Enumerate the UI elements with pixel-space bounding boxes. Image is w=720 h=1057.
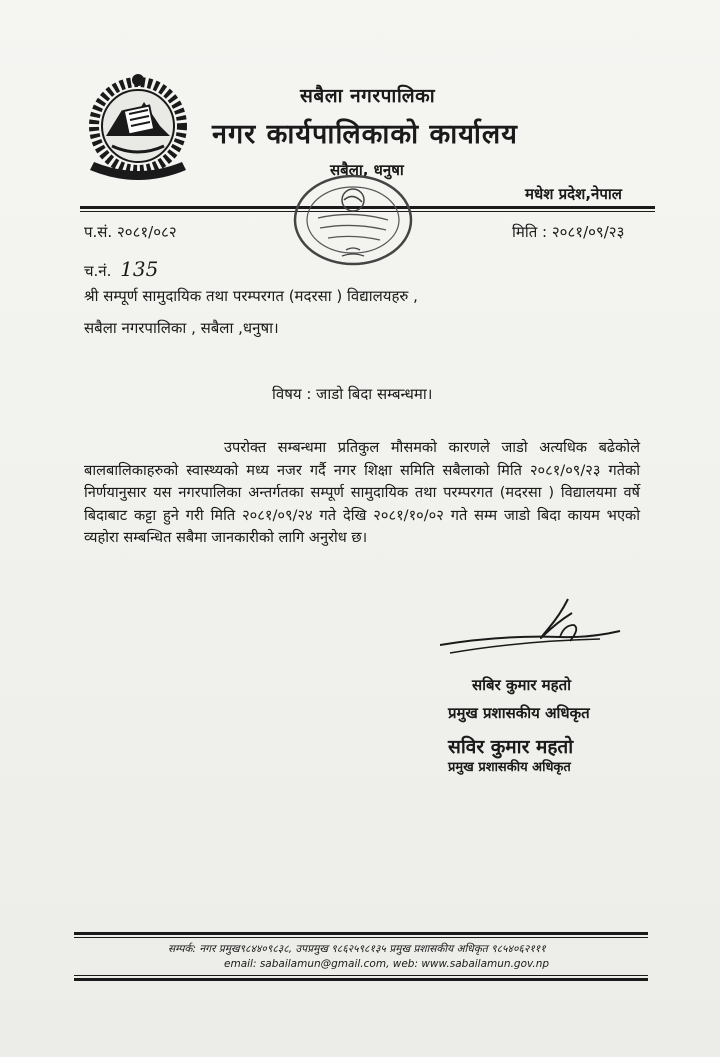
footer-rule-thin <box>74 937 648 938</box>
signature <box>440 595 630 665</box>
province-name: मधेश प्रदेश,नेपाल <box>525 185 622 203</box>
dispatch-number: 135 <box>120 257 159 281</box>
letter-body-text: उपरोक्त सम्बन्धमा प्रतिकुल मौसमको कारणले जाडो अत्यधिक बढेकोले बालबालिकाहरुको स्वास्थ्यको मध्य नजर गर्दै नगर शिक्षा समिति सबैलाको मिति २०८१/०९/२३ गतेको निर्णयानुसार यस नगरपालिका अन्तर्गतका सम्पूर्ण सामुदायिक तथा परम्परगत (मदरसा ) विद्यालयमा वर्षे बिदाबाट कट्टा हुने गरी मिति २०८१/०९/२४ गते देखि २०८१/१०/०२ गते सम्म जाडो बिदा कायम भएको व्यहोरा सम्बन्धित सबैमा जानकारीको लागि अनुरोध छ। <box>84 439 640 546</box>
footer-rule-thin-bottom <box>74 975 648 976</box>
signatory-name: सबिर कुमार महतो <box>472 676 572 694</box>
seal-title: प्रमुख प्रशासकीय अधिकृत <box>448 760 571 775</box>
footer-rule-bottom <box>74 978 648 981</box>
dispatch-label: च.नं. <box>84 262 112 280</box>
recipient-line-2: सबैला नगरपालिका , सबैला ,धनुषा। <box>84 319 279 337</box>
nepal-emblem-icon <box>82 66 194 190</box>
office-title: नगर कार्यपालिकाको कार्यालय <box>212 119 518 150</box>
office-stamp <box>288 170 418 270</box>
district-name: सबैला, धनुषा <box>330 161 404 179</box>
signatory-title: प्रमुख प्रशासकीय अधिकृत <box>448 704 590 722</box>
footer-web: email: sabailamun@gmail.com, web: www.sabailamun.gov.np <box>224 958 550 970</box>
footer-contact: सम्पर्क: नगर प्रमुख९८४४०९८३८, उपप्रमुख ९८६२५९८१३५ प्रमुख प्रशासकीय अधिकृत ९८५४०६२१११ <box>168 943 546 955</box>
seal-name: सविर कुमार महतो <box>448 736 574 758</box>
municipality-name: सबैला नगरपालिका <box>300 85 436 107</box>
recipient-line-1: श्री सम्पूर्ण सामुदायिक तथा परम्परगत (मदरसा ) विद्यालयहरु , <box>84 287 418 305</box>
dispatch-number-line <box>84 257 158 281</box>
footer-rule <box>74 932 648 935</box>
reference-number: प.सं. २०८१/०८२ <box>84 223 177 241</box>
letter-date: मिति : २०८१/०९/२३ <box>512 223 625 241</box>
letter-body <box>84 437 640 550</box>
subject-line: विषय : जाडो बिदा सम्बन्धमा। <box>272 385 433 403</box>
